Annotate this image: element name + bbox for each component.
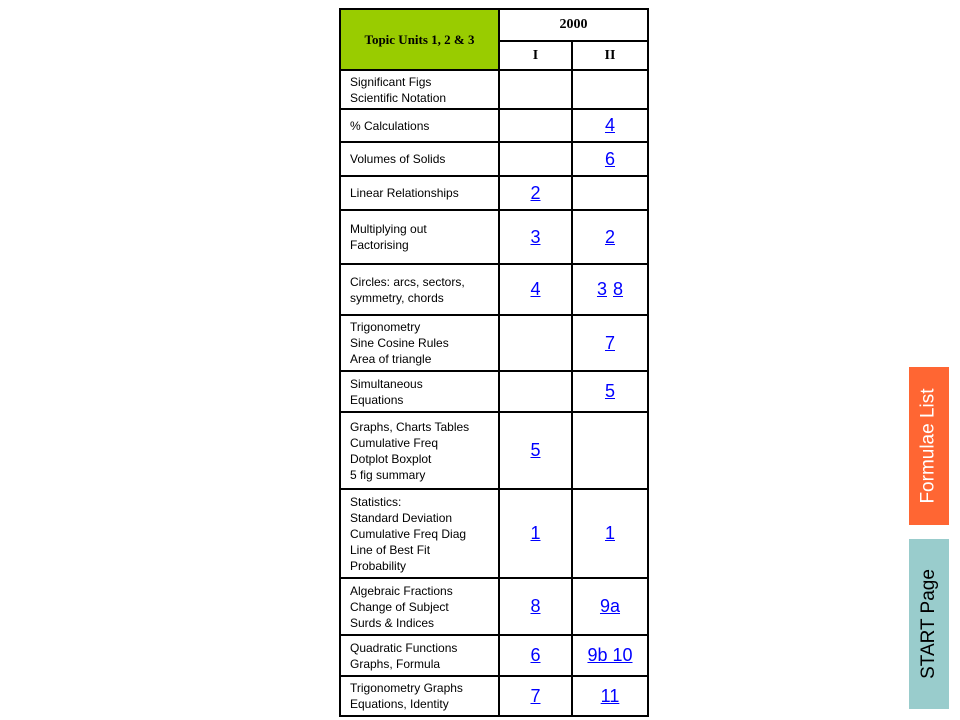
topic-line: 5 fig summary <box>350 467 426 482</box>
paper-i-header: I <box>499 41 572 70</box>
paper-ii-cell <box>572 635 648 676</box>
topic-line: Trigonometry <box>350 320 421 334</box>
start-page-button[interactable] <box>909 539 949 709</box>
topic-cell <box>340 371 499 412</box>
question-link[interactable]: 4 <box>530 279 541 299</box>
topic-cell <box>340 676 499 716</box>
paper-ii-cell <box>572 142 648 176</box>
past-paper-table <box>339 8 649 717</box>
topic-cell <box>340 264 499 315</box>
topic-line: % Calculations <box>350 118 430 133</box>
table-row <box>340 70 648 109</box>
question-link[interactable]: 7 <box>604 332 615 353</box>
topic-line: Equations <box>350 392 404 407</box>
paper-i-cell <box>499 412 572 489</box>
table-row <box>340 176 648 210</box>
topic-line: Statistics: <box>350 494 402 509</box>
question-link[interactable]: 2 <box>604 226 615 247</box>
paper-ii-cell <box>572 70 648 109</box>
topic-line: Graphs, Formula <box>350 656 441 671</box>
paper-i-cell <box>499 109 572 142</box>
paper-ii-cell <box>572 412 648 489</box>
topic-cell <box>340 489 499 578</box>
table-row <box>340 489 648 578</box>
topic-line: Trigonometry Graphs <box>350 681 463 695</box>
topic-line: Standard Deviation <box>350 510 453 525</box>
paper-ii-cell <box>572 109 648 142</box>
topic-line: Surds & Indices <box>350 615 435 630</box>
paper-ii-header: II <box>572 41 648 70</box>
topic-line: Factorising <box>350 238 409 252</box>
table-row <box>340 142 648 176</box>
topic-line: Quadratic Functions <box>350 640 458 655</box>
topic-line: Cumulative Freq Diag <box>350 526 467 541</box>
question-link[interactable]: 8 <box>613 279 624 299</box>
topic-line: Line of Best Fit <box>350 542 431 557</box>
paper-i-cell <box>499 315 572 371</box>
topic-line: Algebraic Fractions <box>350 583 453 598</box>
question-link[interactable]: 3 <box>596 279 607 299</box>
topic-line: Change of Subject <box>350 599 449 614</box>
topic-cell <box>340 70 499 109</box>
topic-line: Cumulative Freq <box>350 435 439 450</box>
paper-i-cell <box>499 142 572 176</box>
topic-line: Area of triangle <box>350 352 432 366</box>
table-row <box>340 264 648 315</box>
table-row <box>340 109 648 142</box>
paper-ii-cell <box>572 578 648 635</box>
paper-i-cell <box>499 489 572 578</box>
paper-i-cell <box>499 578 572 635</box>
topic-line: symmetry, chords <box>350 290 444 305</box>
year-header: 2000 <box>499 9 648 41</box>
topic-line: Dotplot Boxplot <box>350 451 432 466</box>
paper-i-cell <box>499 264 572 315</box>
paper-ii-cell <box>572 371 648 412</box>
question-link[interactable]: 9b 10 <box>587 645 633 665</box>
topic-line: Scientific Notation <box>350 90 447 105</box>
start-page-label: START Page <box>918 569 939 679</box>
question-link[interactable]: 6 <box>530 645 541 665</box>
topic-line: Probability <box>350 558 407 573</box>
paper-ii-cell <box>572 489 648 578</box>
paper-ii-cell <box>572 676 648 716</box>
topic-line: Equations, Identity <box>350 697 449 711</box>
topic-line: Graphs, Charts Tables <box>350 419 470 434</box>
table-row <box>340 578 648 635</box>
topic-header: Topic Units 1, 2 & 3 <box>340 9 499 70</box>
question-link[interactable]: 7 <box>530 685 541 706</box>
table-row <box>340 210 648 264</box>
table-row <box>340 371 648 412</box>
topic-cell <box>340 412 499 489</box>
paper-i-cell <box>499 635 572 676</box>
paper-i-cell <box>499 210 572 264</box>
paper-ii-cell <box>572 210 648 264</box>
paper-ii-cell <box>572 264 648 315</box>
question-link[interactable]: 2 <box>530 182 541 203</box>
topic-line: Significant Figs <box>350 74 432 89</box>
question-link[interactable]: 8 <box>530 596 541 616</box>
topic-line: Linear Relationships <box>350 186 459 200</box>
table-row <box>340 635 648 676</box>
question-link[interactable]: 5 <box>604 381 615 401</box>
question-link[interactable]: 1 <box>530 523 541 543</box>
table-row <box>340 676 648 716</box>
table-row <box>340 412 648 489</box>
paper-ii-cell <box>572 176 648 210</box>
formulae-list-label: Formulae List <box>918 388 940 504</box>
paper-i-cell <box>499 676 572 716</box>
topic-line: Volumes of Solids <box>350 152 446 166</box>
topic-cell <box>340 142 499 176</box>
question-link[interactable]: 11 <box>600 685 620 706</box>
topic-cell <box>340 176 499 210</box>
table-row <box>340 315 648 371</box>
topic-cell <box>340 210 499 264</box>
paper-ii-cell <box>572 315 648 371</box>
question-link[interactable]: 9a <box>599 596 621 616</box>
paper-i-cell <box>499 371 572 412</box>
topic-line: Sine Cosine Rules <box>350 336 449 350</box>
paper-i-cell <box>499 70 572 109</box>
question-link[interactable]: 3 <box>530 226 541 247</box>
topic-line: Simultaneous <box>350 376 423 391</box>
topic-cell <box>340 578 499 635</box>
formulae-list-button[interactable] <box>909 367 949 525</box>
question-link[interactable]: 6 <box>604 148 615 169</box>
topic-cell <box>340 315 499 371</box>
topic-cell <box>340 109 499 142</box>
topic-line: Circles: arcs, sectors, <box>350 274 465 289</box>
topic-line: Multiplying out <box>350 222 427 236</box>
question-link[interactable]: 4 <box>604 115 615 135</box>
topic-cell <box>340 635 499 676</box>
question-link[interactable]: 1 <box>604 523 615 543</box>
question-link[interactable]: 5 <box>530 440 541 460</box>
paper-i-cell <box>499 176 572 210</box>
